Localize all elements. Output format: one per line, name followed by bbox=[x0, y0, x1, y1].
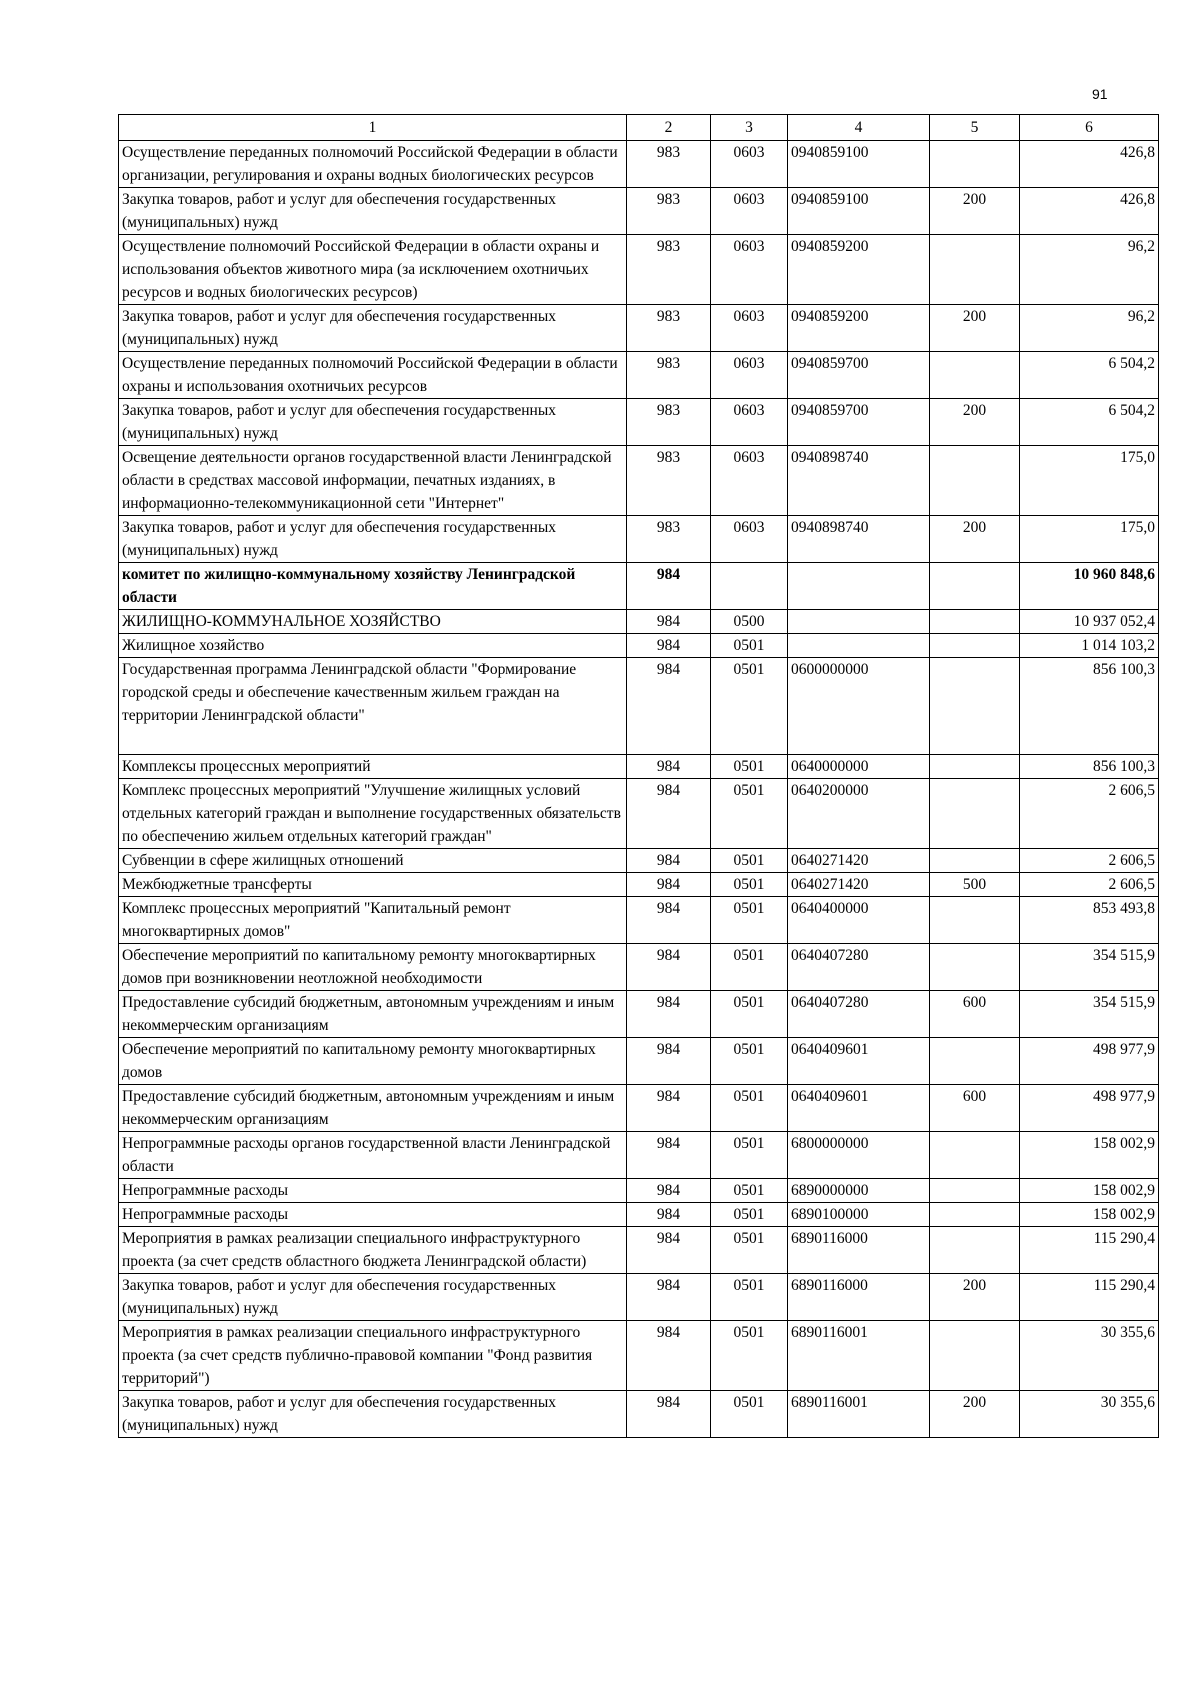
cell-section-code: 0603 bbox=[711, 305, 788, 352]
table-row bbox=[119, 399, 1159, 446]
cell-name: Комплекс процессных мероприятий "Улучшение жилищных условий отдельных категорий граждан и выполнение государственных обязательств по обеспечению жильем отдельных категорий граждан" bbox=[119, 779, 627, 849]
cell-expense-type bbox=[930, 944, 1020, 991]
table-row bbox=[119, 1227, 1159, 1274]
cell-section-code: 0501 bbox=[711, 1227, 788, 1274]
cell-expense-type: 200 bbox=[930, 305, 1020, 352]
cell-section-code: 0501 bbox=[711, 1321, 788, 1391]
header-row bbox=[119, 115, 1159, 141]
cell-name: Комплекс процессных мероприятий "Капитальный ремонт многоквартирных домов" bbox=[119, 897, 627, 944]
cell-target-code: 0640000000 bbox=[788, 755, 930, 779]
cell-ved-code: 983 bbox=[627, 305, 711, 352]
cell-target-code: 0940859700 bbox=[788, 352, 930, 399]
cell-expense-type bbox=[930, 779, 1020, 849]
cell-amount: 2 606,5 bbox=[1020, 873, 1159, 897]
cell-ved-code: 984 bbox=[627, 1179, 711, 1203]
cell-section-code: 0501 bbox=[711, 1132, 788, 1179]
table-row bbox=[119, 944, 1159, 991]
cell-section-code: 0501 bbox=[711, 849, 788, 873]
cell-target-code bbox=[788, 563, 930, 610]
cell-ved-code: 984 bbox=[627, 779, 711, 849]
cell-ved-code: 984 bbox=[627, 1132, 711, 1179]
cell-expense-type bbox=[930, 658, 1020, 755]
cell-amount: 96,2 bbox=[1020, 235, 1159, 305]
cell-section-code: 0501 bbox=[711, 1203, 788, 1227]
cell-amount: 354 515,9 bbox=[1020, 944, 1159, 991]
table-row bbox=[119, 873, 1159, 897]
cell-target-code: 0940859100 bbox=[788, 141, 930, 188]
cell-section-code: 0501 bbox=[711, 897, 788, 944]
page-number: 91 bbox=[1092, 86, 1108, 102]
cell-target-code: 6890116001 bbox=[788, 1391, 930, 1438]
cell-section-code: 0500 bbox=[711, 610, 788, 634]
cell-ved-code: 984 bbox=[627, 658, 711, 755]
table-row bbox=[119, 446, 1159, 516]
cell-section-code: 0501 bbox=[711, 1085, 788, 1132]
cell-name: Закупка товаров, работ и услуг для обеспечения государственных (муниципальных) нужд bbox=[119, 1274, 627, 1321]
cell-amount: 30 355,6 bbox=[1020, 1391, 1159, 1438]
cell-section-code: 0603 bbox=[711, 516, 788, 563]
cell-section-code: 0501 bbox=[711, 634, 788, 658]
cell-target-code: 6890116000 bbox=[788, 1227, 930, 1274]
cell-amount: 115 290,4 bbox=[1020, 1274, 1159, 1321]
cell-name: Непрограммные расходы bbox=[119, 1203, 627, 1227]
table-row bbox=[119, 991, 1159, 1038]
cell-ved-code: 984 bbox=[627, 1321, 711, 1391]
cell-ved-code: 984 bbox=[627, 849, 711, 873]
cell-expense-type: 200 bbox=[930, 1391, 1020, 1438]
cell-amount: 426,8 bbox=[1020, 188, 1159, 235]
cell-ved-code: 984 bbox=[627, 563, 711, 610]
table-row bbox=[119, 305, 1159, 352]
cell-name: Осуществление переданных полномочий Российской Федерации в области охраны и использования охотничьих ресурсов bbox=[119, 352, 627, 399]
table-row bbox=[119, 1391, 1159, 1438]
table-row bbox=[119, 849, 1159, 873]
cell-name: Государственная программа Ленинградской области "Формирование городской среды и обеспечение качественным жильем граждан на территории Ленинградской области" bbox=[119, 658, 627, 755]
cell-target-code: 0940859200 bbox=[788, 305, 930, 352]
cell-expense-type bbox=[930, 1038, 1020, 1085]
header-col-5: 5 bbox=[930, 115, 1020, 141]
cell-amount: 96,2 bbox=[1020, 305, 1159, 352]
cell-target-code: 6890000000 bbox=[788, 1179, 930, 1203]
cell-name: Освещение деятельности органов государственной власти Ленинградской области в средствах массовой информации, печатных изданиях, в информационно-телекоммуникационной сети "Интернет" bbox=[119, 446, 627, 516]
cell-target-code: 0640400000 bbox=[788, 897, 930, 944]
cell-ved-code: 983 bbox=[627, 399, 711, 446]
cell-target-code: 0940859700 bbox=[788, 399, 930, 446]
cell-ved-code: 984 bbox=[627, 1203, 711, 1227]
cell-ved-code: 984 bbox=[627, 897, 711, 944]
cell-expense-type: 500 bbox=[930, 873, 1020, 897]
cell-amount: 2 606,5 bbox=[1020, 779, 1159, 849]
cell-name: Непрограммные расходы bbox=[119, 1179, 627, 1203]
cell-target-code: 0940898740 bbox=[788, 516, 930, 563]
table-row bbox=[119, 1132, 1159, 1179]
cell-expense-type: 200 bbox=[930, 399, 1020, 446]
cell-amount: 856 100,3 bbox=[1020, 755, 1159, 779]
cell-ved-code: 983 bbox=[627, 352, 711, 399]
cell-name: Предоставление субсидий бюджетным, автономным учреждениям и иным некоммерческим организациям bbox=[119, 1085, 627, 1132]
cell-expense-type bbox=[930, 849, 1020, 873]
cell-ved-code: 984 bbox=[627, 991, 711, 1038]
table-row bbox=[119, 897, 1159, 944]
cell-section-code: 0603 bbox=[711, 446, 788, 516]
cell-section-code: 0501 bbox=[711, 1391, 788, 1438]
cell-name: Закупка товаров, работ и услуг для обеспечения государственных (муниципальных) нужд bbox=[119, 305, 627, 352]
cell-expense-type: 200 bbox=[930, 1274, 1020, 1321]
table-row bbox=[119, 1179, 1159, 1203]
cell-name: Субвенции в сфере жилищных отношений bbox=[119, 849, 627, 873]
cell-amount: 6 504,2 bbox=[1020, 399, 1159, 446]
cell-expense-type bbox=[930, 755, 1020, 779]
table-row bbox=[119, 658, 1159, 755]
cell-ved-code: 984 bbox=[627, 1085, 711, 1132]
cell-amount: 6 504,2 bbox=[1020, 352, 1159, 399]
cell-amount: 115 290,4 bbox=[1020, 1227, 1159, 1274]
cell-target-code: 6800000000 bbox=[788, 1132, 930, 1179]
cell-amount: 158 002,9 bbox=[1020, 1132, 1159, 1179]
cell-ved-code: 983 bbox=[627, 235, 711, 305]
cell-section-code: 0501 bbox=[711, 873, 788, 897]
cell-amount: 1 014 103,2 bbox=[1020, 634, 1159, 658]
cell-name: Межбюджетные трансферты bbox=[119, 873, 627, 897]
cell-section-code: 0501 bbox=[711, 991, 788, 1038]
cell-expense-type: 200 bbox=[930, 188, 1020, 235]
table-row bbox=[119, 755, 1159, 779]
cell-ved-code: 984 bbox=[627, 610, 711, 634]
cell-name: Осуществление переданных полномочий Российской Федерации в области организации, регулирования и охраны водных биологических ресурсов bbox=[119, 141, 627, 188]
cell-target-code: 0640271420 bbox=[788, 849, 930, 873]
cell-ved-code: 984 bbox=[627, 634, 711, 658]
cell-section-code: 0501 bbox=[711, 944, 788, 991]
table-row bbox=[119, 516, 1159, 563]
cell-expense-type bbox=[930, 141, 1020, 188]
cell-amount: 498 977,9 bbox=[1020, 1038, 1159, 1085]
cell-amount: 175,0 bbox=[1020, 446, 1159, 516]
cell-name: Мероприятия в рамках реализации специального инфраструктурного проекта (за счет средств публично-правовой компании "Фонд развития территорий") bbox=[119, 1321, 627, 1391]
cell-name: Обеспечение мероприятий по капитальному ремонту многоквартирных домов bbox=[119, 1038, 627, 1085]
cell-name: Закупка товаров, работ и услуг для обеспечения государственных (муниципальных) нужд bbox=[119, 188, 627, 235]
table-row bbox=[119, 779, 1159, 849]
cell-section-code: 0501 bbox=[711, 779, 788, 849]
cell-target-code: 0940898740 bbox=[788, 446, 930, 516]
cell-ved-code: 984 bbox=[627, 1274, 711, 1321]
cell-expense-type bbox=[930, 897, 1020, 944]
cell-ved-code: 984 bbox=[627, 1038, 711, 1085]
cell-amount: 2 606,5 bbox=[1020, 849, 1159, 873]
cell-ved-code: 984 bbox=[627, 1227, 711, 1274]
cell-name: Мероприятия в рамках реализации специального инфраструктурного проекта (за счет средств областного бюджета Ленинградской области) bbox=[119, 1227, 627, 1274]
cell-name: Предоставление субсидий бюджетным, автономным учреждениям и иным некоммерческим организациям bbox=[119, 991, 627, 1038]
cell-expense-type: 600 bbox=[930, 1085, 1020, 1132]
cell-amount: 354 515,9 bbox=[1020, 991, 1159, 1038]
cell-name: Непрограммные расходы органов государственной власти Ленинградской области bbox=[119, 1132, 627, 1179]
cell-section-code: 0501 bbox=[711, 755, 788, 779]
cell-amount: 30 355,6 bbox=[1020, 1321, 1159, 1391]
cell-amount: 158 002,9 bbox=[1020, 1203, 1159, 1227]
cell-expense-type: 200 bbox=[930, 516, 1020, 563]
cell-ved-code: 984 bbox=[627, 944, 711, 991]
cell-ved-code: 983 bbox=[627, 141, 711, 188]
header-col-4: 4 bbox=[788, 115, 930, 141]
cell-amount: 175,0 bbox=[1020, 516, 1159, 563]
cell-target-code: 0940859100 bbox=[788, 188, 930, 235]
cell-target-code: 0640271420 bbox=[788, 873, 930, 897]
cell-amount: 158 002,9 bbox=[1020, 1179, 1159, 1203]
cell-target-code: 6890116001 bbox=[788, 1321, 930, 1391]
cell-section-code: 0501 bbox=[711, 1038, 788, 1085]
cell-expense-type bbox=[930, 1321, 1020, 1391]
budget-table bbox=[118, 114, 1159, 1438]
cell-section-code bbox=[711, 563, 788, 610]
table-row bbox=[119, 141, 1159, 188]
cell-expense-type bbox=[930, 446, 1020, 516]
cell-ved-code: 983 bbox=[627, 516, 711, 563]
cell-name: Осуществление полномочий Российской Федерации в области охраны и использования объектов животного мира (за исключением охотничьих ресурсов и водных биологических ресурсов) bbox=[119, 235, 627, 305]
cell-target-code: 6890116000 bbox=[788, 1274, 930, 1321]
table-row bbox=[119, 1321, 1159, 1391]
header-col-6: 6 bbox=[1020, 115, 1159, 141]
cell-amount: 10 960 848,6 bbox=[1020, 563, 1159, 610]
cell-target-code: 0940859200 bbox=[788, 235, 930, 305]
cell-section-code: 0501 bbox=[711, 658, 788, 755]
cell-section-code: 0501 bbox=[711, 1179, 788, 1203]
cell-section-code: 0603 bbox=[711, 141, 788, 188]
cell-expense-type bbox=[930, 1132, 1020, 1179]
cell-target-code: 6890100000 bbox=[788, 1203, 930, 1227]
header-col-2: 2 bbox=[627, 115, 711, 141]
cell-section-code: 0603 bbox=[711, 235, 788, 305]
table-row bbox=[119, 563, 1159, 610]
table-row bbox=[119, 1085, 1159, 1132]
cell-ved-code: 984 bbox=[627, 873, 711, 897]
cell-ved-code: 984 bbox=[627, 755, 711, 779]
cell-amount: 426,8 bbox=[1020, 141, 1159, 188]
table-row bbox=[119, 610, 1159, 634]
table-row bbox=[119, 634, 1159, 658]
table-row bbox=[119, 1038, 1159, 1085]
cell-amount: 853 493,8 bbox=[1020, 897, 1159, 944]
cell-expense-type bbox=[930, 235, 1020, 305]
cell-target-code: 0600000000 bbox=[788, 658, 930, 755]
cell-target-code: 0640407280 bbox=[788, 991, 930, 1038]
cell-ved-code: 983 bbox=[627, 188, 711, 235]
cell-target-code bbox=[788, 634, 930, 658]
cell-ved-code: 984 bbox=[627, 1391, 711, 1438]
header-col-3: 3 bbox=[711, 115, 788, 141]
cell-section-code: 0603 bbox=[711, 399, 788, 446]
table-row bbox=[119, 1203, 1159, 1227]
header-col-1: 1 bbox=[119, 115, 627, 141]
table-row bbox=[119, 352, 1159, 399]
cell-expense-type bbox=[930, 563, 1020, 610]
cell-expense-type: 600 bbox=[930, 991, 1020, 1038]
cell-target-code: 0640407280 bbox=[788, 944, 930, 991]
table-row bbox=[119, 1274, 1159, 1321]
cell-name: Закупка товаров, работ и услуг для обеспечения государственных (муниципальных) нужд bbox=[119, 516, 627, 563]
cell-target-code: 0640409601 bbox=[788, 1038, 930, 1085]
cell-expense-type bbox=[930, 634, 1020, 658]
cell-target-code: 0640200000 bbox=[788, 779, 930, 849]
cell-section-code: 0501 bbox=[711, 1274, 788, 1321]
cell-name: ЖИЛИЩНО-КОММУНАЛЬНОЕ ХОЗЯЙСТВО bbox=[119, 610, 627, 634]
cell-name: Обеспечение мероприятий по капитальному ремонту многоквартирных домов при возникновении неотложной необходимости bbox=[119, 944, 627, 991]
cell-name: комитет по жилищно-коммунальному хозяйству Ленинградской области bbox=[119, 563, 627, 610]
table-row bbox=[119, 235, 1159, 305]
table-row bbox=[119, 188, 1159, 235]
cell-section-code: 0603 bbox=[711, 352, 788, 399]
cell-expense-type bbox=[930, 352, 1020, 399]
cell-section-code: 0603 bbox=[711, 188, 788, 235]
cell-amount: 10 937 052,4 bbox=[1020, 610, 1159, 634]
cell-name: Жилищное хозяйство bbox=[119, 634, 627, 658]
cell-amount: 856 100,3 bbox=[1020, 658, 1159, 755]
cell-expense-type bbox=[930, 610, 1020, 634]
cell-name: Закупка товаров, работ и услуг для обеспечения государственных (муниципальных) нужд bbox=[119, 1391, 627, 1438]
cell-target-code bbox=[788, 610, 930, 634]
cell-expense-type bbox=[930, 1227, 1020, 1274]
cell-name: Закупка товаров, работ и услуг для обеспечения государственных (муниципальных) нужд bbox=[119, 399, 627, 446]
cell-name: Комплексы процессных мероприятий bbox=[119, 755, 627, 779]
cell-target-code: 0640409601 bbox=[788, 1085, 930, 1132]
cell-ved-code: 983 bbox=[627, 446, 711, 516]
cell-amount: 498 977,9 bbox=[1020, 1085, 1159, 1132]
cell-expense-type bbox=[930, 1203, 1020, 1227]
cell-expense-type bbox=[930, 1179, 1020, 1203]
